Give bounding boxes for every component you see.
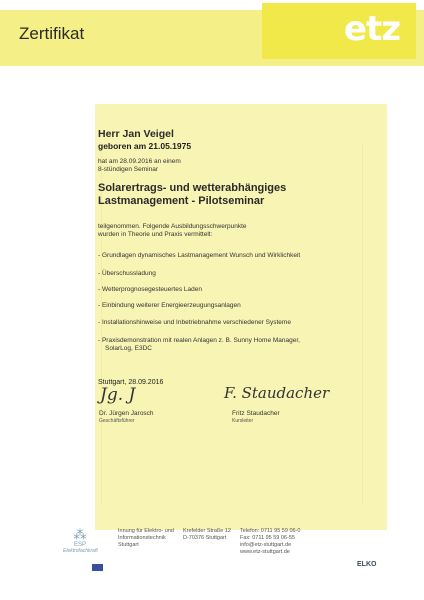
focus-intro-line-2: wurden in Theorie und Praxis vermittelt:: [98, 231, 213, 238]
footer-contact-line: Fax: 0711 95 59 06-55: [240, 535, 295, 541]
esp-label: ESP: [73, 542, 86, 548]
certificate-content: [98, 128, 398, 239]
signer-right-role: Kursleiter: [232, 418, 254, 424]
esp-mark-icon: ⁂: [73, 527, 87, 542]
footer-contact: [240, 528, 300, 556]
etz-logo: [262, 3, 416, 59]
topic-item: - Praxisdemonstration mit realen Anlagen z. B. Sunny Home Manager,: [98, 337, 300, 344]
footer-address: [183, 528, 231, 542]
certificate-title: Zertifikat: [19, 24, 85, 43]
topic-item: - Grundlagen dynamisches Lastmanagement Wunsch und Wirklichkeit: [98, 252, 301, 259]
recipient-birthdate: geboren am 21.05.1975: [98, 141, 192, 151]
topic-item: - Wetterprognosegesteuertes Laden: [98, 286, 202, 293]
footer-contact-line: info@etz-stuttgart.de: [240, 542, 292, 548]
signature-staudacher: F. Staudacher: [224, 384, 330, 402]
esp-logo: [63, 528, 97, 568]
topic-item-continued: SolarLog, E3DC: [105, 345, 152, 352]
focus-intro-line-1: teilgenommen. Folgende Ausbildungsschwerpunkte: [98, 223, 247, 230]
course-title-line-1: Solarertrags- und wetterabhängiges: [98, 182, 287, 194]
logo-text: etz: [343, 9, 400, 49]
footer-innung: [118, 528, 174, 549]
signer-left-role: Geschäftsführer: [99, 418, 135, 424]
signature-jarosch: Jg. J: [100, 385, 136, 405]
course-title: [98, 182, 398, 208]
elko-logo: ELKO: [357, 561, 377, 568]
footer-address-line: D-70376 Stuttgart: [183, 535, 227, 541]
footer-innung-line: Innung für Elektro- und: [118, 528, 174, 534]
signer-right-name: Fritz Staudacher: [232, 410, 280, 417]
topic-item: - Überschussladung: [98, 270, 156, 277]
intro-line-2: 8-stündigen Seminar: [98, 166, 158, 173]
topic-item: - Installationshinweise und Inbetriebnahme verschiedener Systeme: [98, 319, 291, 326]
intro-line-1: hat am 28.09.2016 an einem: [98, 158, 181, 165]
recipient-name: Herr Jan Veigel: [98, 128, 174, 140]
course-title-line-2: Lastmanagement - Pilotseminar: [98, 195, 265, 207]
signature-date: Stuttgart, 28.09.2016: [98, 379, 164, 386]
footer-innung-line: Stuttgart: [118, 542, 139, 548]
eu-flag-icon: [92, 564, 103, 571]
signer-left-name: Dr. Jürgen Jarosch: [99, 410, 154, 417]
footer-contact-line: www.etz-stuttgart.de: [240, 549, 290, 555]
footer-contact-line: Telefon: 0711 95 59 06-0: [240, 528, 301, 534]
footer-innung-line: Informationstechnik: [118, 535, 166, 541]
topic-item: - Einbindung weiterer Energieerzeugungsanlagen: [98, 302, 241, 309]
esp-sub-label: Elektrofachkraft: [63, 548, 98, 554]
footer-address-line: Krefelder Straße 12: [183, 528, 231, 534]
